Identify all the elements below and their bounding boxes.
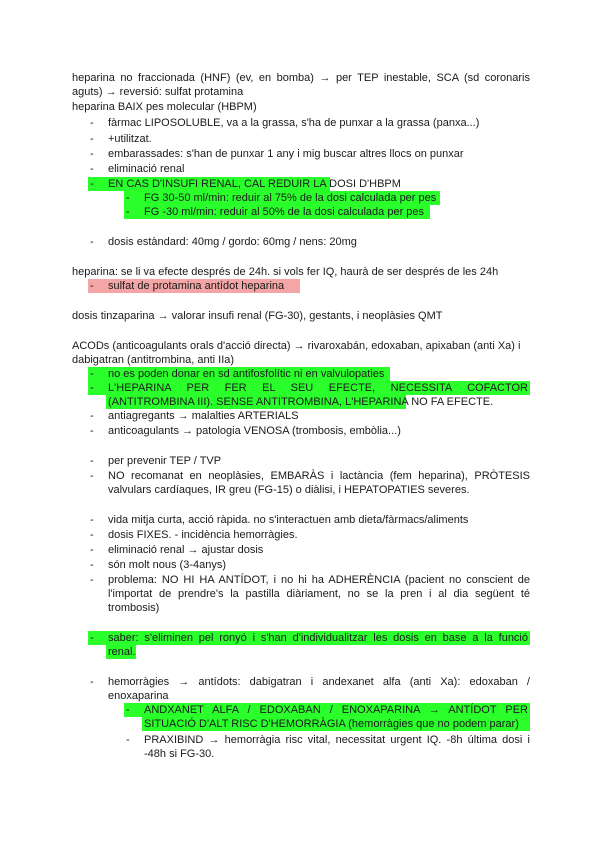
bullet-dash: - bbox=[90, 529, 94, 541]
paragraph-hnf-line1: heparina no fraccionada (HNF) (ev, en bomba) → per TEP inestable, SCA (sd coronaris bbox=[72, 72, 530, 84]
hemorragies-line1: hemorràgies → antídots: dabigatran i andexanet alfa (anti Xa): edoxaban / bbox=[108, 676, 530, 688]
bullet-dash: - bbox=[90, 514, 94, 526]
item-no-recomanat-line2: valvulars cardíaques, IR greu (FG-15) o diàlisi, i HEPATOPATIES severes. bbox=[108, 484, 470, 496]
bullet-dash: - bbox=[90, 117, 94, 129]
bullet-dash: - bbox=[90, 163, 94, 175]
antidot-praxibind-line2: -48h si FG-30. bbox=[144, 748, 215, 760]
bullet-dash: - bbox=[90, 425, 94, 437]
acods-item-anticoagulants: anticoagulants → patologia VENOSA (trombosis, embòlia...) bbox=[108, 425, 401, 437]
hbpm-item-embarassades: embarassades: s'han de punxar 1 any i mig buscar altres llocs on punxar bbox=[108, 148, 464, 160]
item-problema-line1: problema: NO HI HA ANTÍDOT, i no hi ha ADHERÈNCIA (pacient no conscient de bbox=[108, 574, 530, 586]
antidot-andexanet-line2: SITUACIÓ D'ALT RISC D'HEMORRÀGIA (hemorràgies que no podem parar) bbox=[144, 718, 519, 730]
paragraph-hnf-line2: aguts) → reversió: sulfat protamina bbox=[72, 86, 244, 98]
hemorragies-line2: enoxaparina bbox=[108, 690, 169, 702]
acods-line2: dabigatran (antitrombina, anti IIa) bbox=[72, 354, 235, 366]
bullet-dash: - bbox=[90, 632, 94, 644]
bullet-dash: - bbox=[90, 382, 94, 394]
bullet-dash: - bbox=[126, 734, 130, 746]
bullet-dash: - bbox=[90, 544, 94, 556]
bullet-dash: - bbox=[90, 470, 94, 482]
saber-line1: saber: s'eliminen pel ronyó i s'han d'individualitzar les dosis en base a la funció bbox=[108, 632, 528, 644]
bullet-dash: - bbox=[90, 574, 94, 586]
saber-line2: renal. bbox=[108, 646, 136, 658]
protamina-item: sulfat de protamina antídot heparina bbox=[108, 280, 285, 292]
bullet-dash: - bbox=[126, 206, 130, 218]
bullet-dash: - bbox=[126, 704, 130, 716]
item-no-recomanat-line1: NO recomanat en neoplàsies, EMBARÀS i lactància (fem heparina), PRÒTESIS bbox=[108, 470, 530, 482]
bullet-dash: - bbox=[90, 148, 94, 160]
hbpm-subitem-fg30-50: FG 30-50 ml/min: reduir al 75% de la dosi calculada per pes bbox=[144, 192, 437, 204]
bullet-dash: - bbox=[90, 559, 94, 571]
bullet-dash: - bbox=[90, 133, 94, 145]
bullet-dash: - bbox=[90, 178, 94, 190]
bullet-dash: - bbox=[90, 236, 94, 248]
acods-line1: ACODs (anticoagulants orals d'acció directa) → rivaroxabán, edoxaban, apixaban (anti Xa) i bbox=[72, 340, 521, 352]
bullet-dash: - bbox=[90, 368, 94, 380]
item-problema-line3: trombosis) bbox=[108, 602, 160, 614]
acods-item-cofactor-line1: L'HEPARINA PER FER EL SEU EFECTE, NECESSITA COFACTOR bbox=[108, 382, 528, 394]
acods-item-antiagregants: antiagregants → malalties ARTERIALS bbox=[108, 410, 299, 422]
item-nous: són molt nous (3-4anys) bbox=[108, 559, 226, 571]
item-dosis-fixes: dosis FIXES. - incidència hemorràgies. bbox=[108, 529, 298, 541]
bullet-dash: - bbox=[126, 192, 130, 204]
hbpm-subitem-fg30: FG -30 ml/min: reduir al 50% de la dosi calculada per pes bbox=[144, 206, 425, 218]
hbpm-heading: heparina BAIX pes molecular (HBPM) bbox=[72, 101, 257, 113]
bullet-dash: - bbox=[90, 280, 94, 292]
hbpm-dose: dosis estàndard: 40mg / gordo: 60mg / nens: 20mg bbox=[108, 236, 357, 248]
antidot-andexanet-line1: ANDXANET ALFA / EDOXABAN / ENOXAPARINA → ANTÍDOT PER bbox=[144, 704, 528, 716]
bullet-dash: - bbox=[90, 410, 94, 422]
hbpm-item-eliminacio: eliminació renal bbox=[108, 163, 185, 175]
bullet-dash: - bbox=[90, 455, 94, 467]
hbpm-item-utilitzat: +utilitzat. bbox=[108, 133, 152, 145]
item-prevenir-tep: per prevenir TEP / TVP bbox=[108, 455, 222, 467]
acods-item-antifosfolitic: no es poden donar en sd antifosfolític ni en valvulopaties bbox=[108, 368, 385, 380]
hbpm-item-insufi-renal: EN CAS D'INSUFI RENAL, CAL REDUIR LA DOSI D'HBPM bbox=[108, 178, 401, 190]
item-vida-mitja: vida mitja curta, acció ràpida. no s'interactuen amb dieta/fàrmacs/aliments bbox=[108, 514, 469, 526]
tinzaparina-line: dosis tinzaparina → valorar insufi renal (FG-30), gestants, i neoplàsies QMT bbox=[72, 310, 443, 322]
bullet-dash: - bbox=[90, 676, 94, 688]
antidot-praxibind-line1: PRAXIBIND → hemorràgia risc vital, necessitat urgent IQ. -8h última dosi i bbox=[144, 734, 530, 746]
hbpm-item-liposoluble: fàrmac LIPOSOLUBLE, va a la grassa, s'ha de punxar a la grassa (panxa...) bbox=[108, 117, 480, 129]
item-eliminacio-renal: eliminació renal → ajustar dosis bbox=[108, 544, 264, 556]
item-problema-line2: l'importat de prendre's la pastilla diàriament, no se la pren i al dia següent té bbox=[108, 588, 530, 600]
heparina-efecte: heparina: se li va efecte després de 24h. si vols fer IQ, haurà de ser després de les 24h bbox=[72, 266, 499, 278]
acods-item-cofactor-line2: (ANTITROMBINA III). SENSE ANTITROMBINA, L'HEPARINA NO FA EFECTE. bbox=[108, 396, 494, 408]
